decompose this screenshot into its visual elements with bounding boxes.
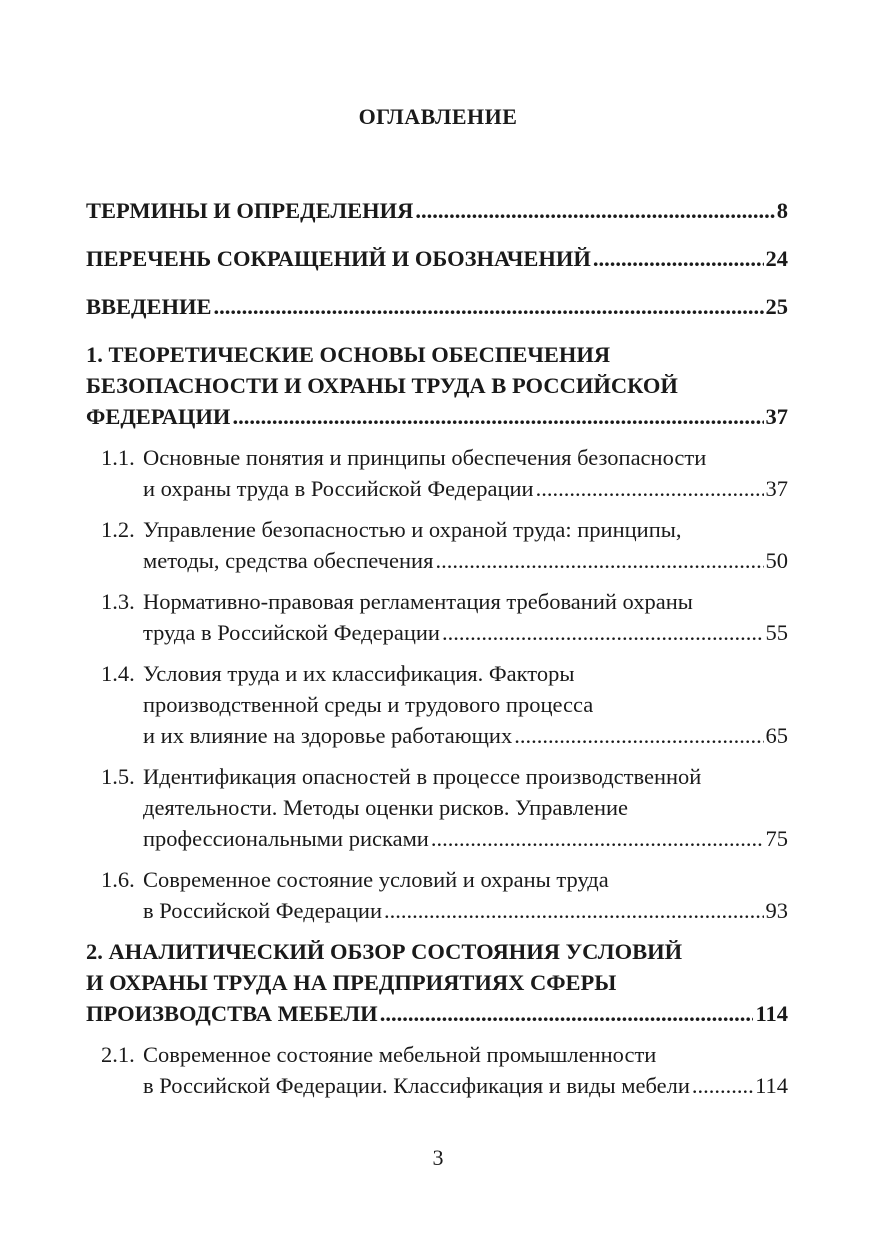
toc-entry-title-line: Основные понятия и принципы обеспечения безопасности <box>143 445 707 470</box>
dot-leader <box>536 473 764 504</box>
toc-entry-title-line: БЕЗОПАСНОСТИ И ОХРАНЫ ТРУДА В РОССИЙСКОЙ <box>86 373 678 398</box>
toc-page-number: 25 <box>765 294 788 319</box>
toc-entry-section-1-6[interactable] <box>86 864 788 926</box>
dot-leader <box>514 720 763 751</box>
toc-entry-abbreviations[interactable] <box>86 243 788 274</box>
toc-page-number: 50 <box>765 548 788 573</box>
dot-leader <box>214 291 764 322</box>
dot-leader <box>380 998 754 1029</box>
toc-entry-title-line: деятельности. Методы оценки рисков. Управление <box>143 795 629 820</box>
toc-entry-title-line: и охраны труда в Российской Федерации <box>143 476 534 501</box>
toc-entry-title-line: Идентификация опасностей в процессе производственной <box>143 764 702 789</box>
toc-entry-title-line: ПРОИЗВОДСТВА МЕБЕЛИ <box>86 1001 378 1026</box>
section-number: 1.2. <box>101 517 135 542</box>
toc-entry-title-line: и их влияние на здоровье работающих <box>143 723 513 748</box>
toc-entry-title: ПЕРЕЧЕНЬ СОКРАЩЕНИЙ И ОБОЗНАЧЕНИЙ <box>86 246 591 271</box>
dot-leader <box>692 1070 753 1101</box>
section-number: 1.3. <box>101 589 135 614</box>
dot-leader <box>442 617 764 648</box>
toc-entry-title: ТЕРМИНЫ И ОПРЕДЕЛЕНИЯ <box>86 198 414 223</box>
toc-entry-title-line: в Российской Федерации. Классификация и виды мебели <box>143 1073 690 1098</box>
toc-entry-title-line: методы, средства обеспечения <box>143 548 434 573</box>
toc-page-number: 37 <box>765 404 788 429</box>
toc-entry-section-1-1[interactable] <box>86 442 788 504</box>
dot-leader <box>593 243 764 274</box>
dot-leader <box>415 195 774 226</box>
toc-entry-section-1-3[interactable] <box>86 586 788 648</box>
toc-entry-title-line: И ОХРАНЫ ТРУДА НА ПРЕДПРИЯТИЯХ СФЕРЫ <box>86 970 617 995</box>
toc-entry-title-line: Условия труда и их классификация. Факторы <box>143 661 575 686</box>
toc-entry-title: ВВЕДЕНИЕ <box>86 294 212 319</box>
dot-leader <box>435 545 763 576</box>
section-number: 2.1. <box>101 1042 135 1067</box>
toc-entry-chapter-1[interactable] <box>86 339 788 432</box>
toc-entry-section-1-5[interactable] <box>86 761 788 854</box>
toc-page-number: 37 <box>765 476 788 501</box>
toc-entry-title-line: Современное состояние условий и охраны труда <box>143 867 609 892</box>
toc-entry-title-line: Управление безопасностью и охраной труда: принципы, <box>143 517 682 542</box>
toc-entry-title-line: труда в Российской Федерации <box>143 620 440 645</box>
toc-page-number: 55 <box>765 620 788 645</box>
toc-page-number: 114 <box>755 1001 788 1026</box>
dot-leader <box>232 401 763 432</box>
toc-page-number: 24 <box>765 246 788 271</box>
toc-entry-introduction[interactable] <box>86 291 788 322</box>
toc-entry-terms[interactable] <box>86 195 788 226</box>
section-number: 1.4. <box>101 661 135 686</box>
toc-entry-section-1-2[interactable] <box>86 514 788 576</box>
toc-page-number: 93 <box>765 898 788 923</box>
toc-entry-title-line: 1. ТЕОРЕТИЧЕСКИЕ ОСНОВЫ ОБЕСПЕЧЕНИЯ <box>86 342 611 367</box>
toc-page-number: 75 <box>765 826 788 851</box>
dot-leader <box>431 823 764 854</box>
toc-entry-section-2-1[interactable] <box>86 1039 788 1101</box>
toc-entry-title-line: Нормативно-правовая регламентация требований охраны <box>143 589 693 614</box>
section-number: 1.5. <box>101 764 135 789</box>
page-number: 3 <box>432 1145 444 1170</box>
toc-entry-title-line: Современное состояние мебельной промышленности <box>143 1042 657 1067</box>
section-number: 1.1. <box>101 445 135 470</box>
toc-entry-title-line: в Российской Федерации <box>143 898 383 923</box>
toc-entry-title-line: профессиональными рисками <box>143 826 429 851</box>
toc-entry-title-line: производственной среды и трудового процесса <box>143 692 594 717</box>
section-number: 1.6. <box>101 867 135 892</box>
toc-entry-section-1-4[interactable] <box>86 658 788 751</box>
dot-leader <box>384 895 763 926</box>
toc-page-number: 8 <box>776 198 788 223</box>
toc-entry-title-line: ФЕДЕРАЦИИ <box>86 404 231 429</box>
page-title: ОГЛАВЛЕНИЕ <box>358 104 518 129</box>
toc-entry-chapter-2[interactable] <box>86 936 788 1029</box>
toc-entry-title-line: 2. АНАЛИТИЧЕСКИЙ ОБЗОР СОСТОЯНИЯ УСЛОВИЙ <box>86 939 683 964</box>
toc-page-number: 65 <box>765 723 788 748</box>
toc-page-number: 114 <box>755 1073 788 1098</box>
table-of-contents <box>86 195 788 1101</box>
